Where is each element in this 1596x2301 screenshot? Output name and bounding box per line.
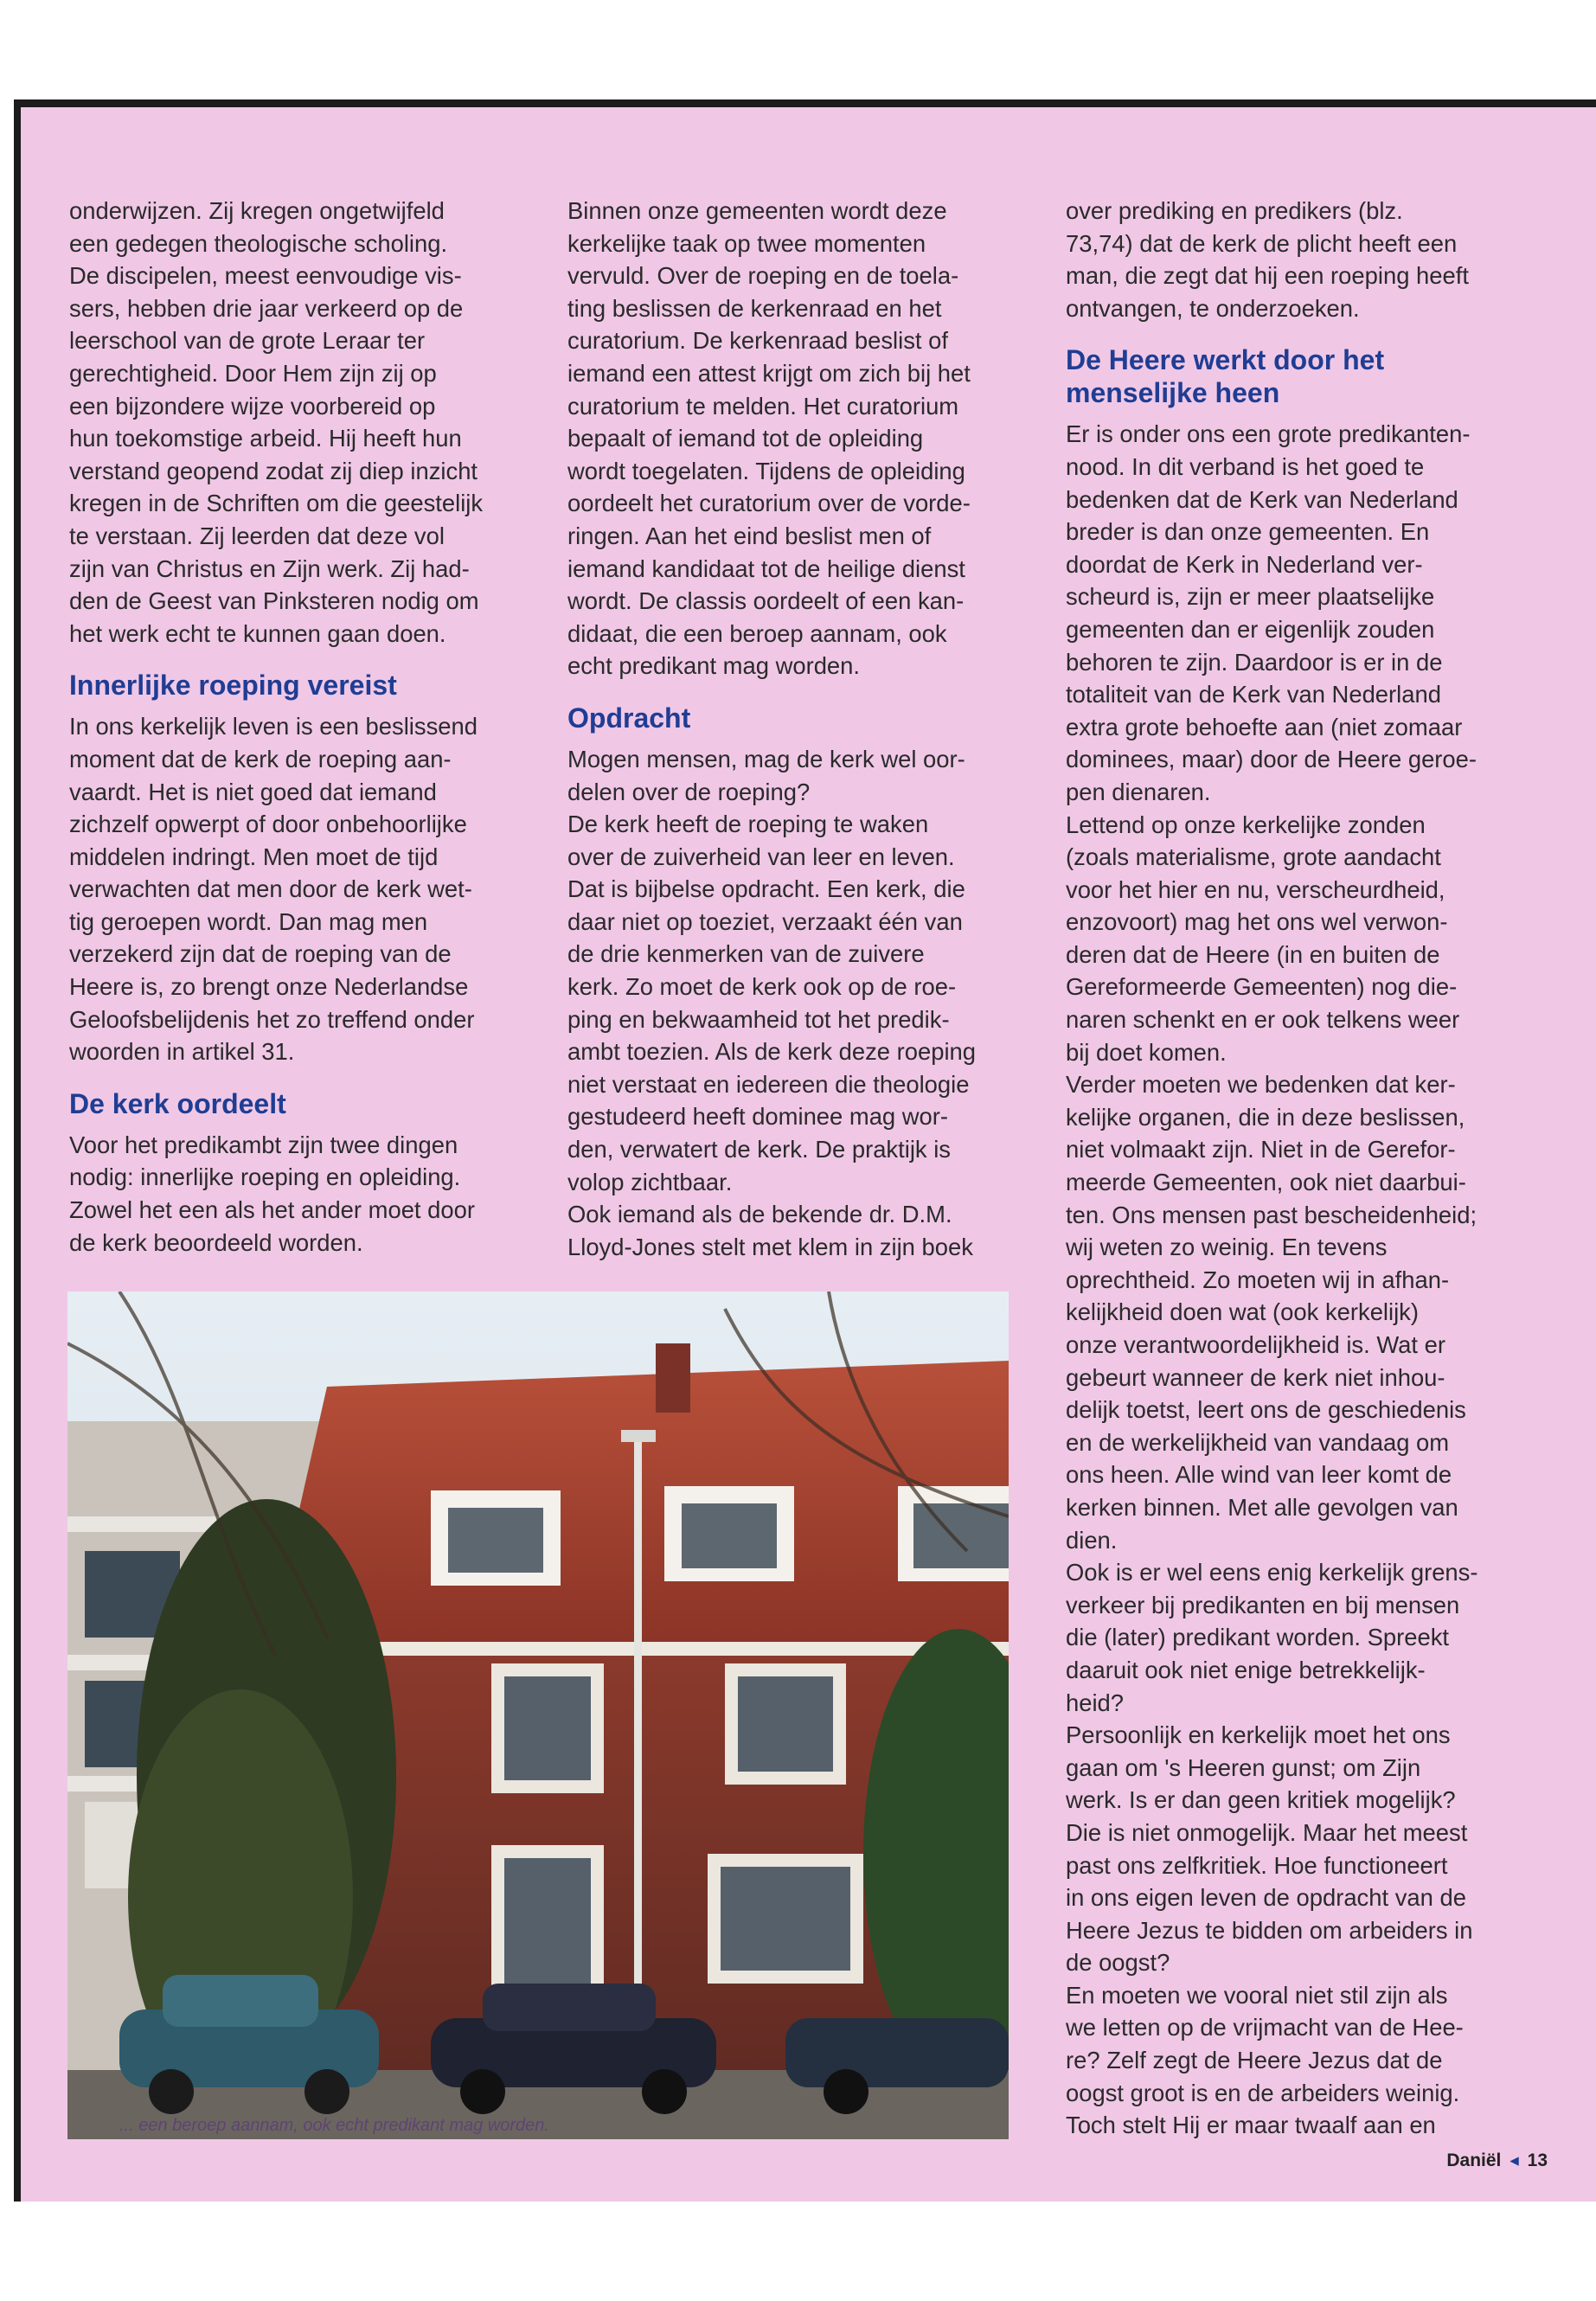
text-line: werk. Is er dan geen kritiek mogelijk? xyxy=(1066,1786,1456,1814)
text-line: oordeelt het curatorium over de vorde- xyxy=(567,490,971,517)
text-line: delen over de roeping? xyxy=(567,778,811,805)
page-number: 13 xyxy=(1527,2150,1548,2170)
text-line: ping en bekwaamheid tot het predik- xyxy=(567,1005,950,1033)
text-line: den de Geest van Pinksteren nodig om xyxy=(69,587,479,615)
column-2 xyxy=(567,195,1052,1263)
text-line: ontvangen, te onderzoeken. xyxy=(1066,294,1360,322)
magazine-name: Daniël xyxy=(1446,2150,1502,2170)
text-line: Er is onder ons een grote predikanten- xyxy=(1066,420,1471,448)
magazine-page xyxy=(14,99,1596,2202)
text-line: kerken binnen. Met alle gevolgen van xyxy=(1066,1493,1458,1521)
text-line: Heere Jezus te bidden om arbeiders in xyxy=(1066,1916,1473,1944)
text-line: onze verantwoordelijkheid is. Wat er xyxy=(1066,1331,1445,1358)
heading-line: menselijke heen xyxy=(1066,377,1280,409)
photo-caption: ... een beroep aannam, ook echt predikant mag worden. xyxy=(119,2116,549,2135)
text-line: pen dienaren. xyxy=(1066,778,1211,805)
text-line: Dat is bijbelse opdracht. Een kerk, die xyxy=(567,875,965,903)
text-line: (zoals materialisme, grote aandacht xyxy=(1066,843,1441,871)
text-line: oogst groot is en de arbeiders weinig. xyxy=(1066,2079,1460,2106)
text-line: Gereformeerde Gemeenten) nog die- xyxy=(1066,973,1458,1001)
paragraph xyxy=(69,195,554,650)
text-line: bepaalt of iemand tot de opleiding xyxy=(567,425,924,452)
text-line: Mogen mensen, mag de kerk wel oor- xyxy=(567,745,965,772)
heading-innerlijke-roeping: Innerlijke roeping vereist xyxy=(69,670,397,702)
paragraph xyxy=(1066,1719,1550,1979)
text-line: het werk echt te kunnen gaan doen. xyxy=(69,619,446,647)
text-line: Binnen onze gemeenten wordt deze xyxy=(567,197,947,224)
text-line: middelen indringt. Men moet de tijd xyxy=(69,843,439,870)
text-line: die (later) predikant worden. Spreekt xyxy=(1066,1624,1450,1651)
text-line: doordat de Kerk in Nederland ver- xyxy=(1066,550,1423,578)
paragraph xyxy=(69,1129,554,1259)
text-line: vervuld. Over de roeping en de toela- xyxy=(567,262,959,290)
text-line: En moeten we vooral niet stil zijn als xyxy=(1066,1981,1448,2009)
paragraph xyxy=(69,710,554,1068)
text-line: bedenken dat de Kerk van Nederland xyxy=(1066,485,1458,513)
text-line: curatorium. De kerkenraad beslist of xyxy=(567,327,948,355)
text-line: nodig: innerlijke roeping en opleiding. xyxy=(69,1163,461,1191)
text-line: den, verwatert de kerk. De praktijk is xyxy=(567,1136,951,1163)
text-line: volop zichtbaar. xyxy=(567,1168,733,1195)
text-line: iemand een attest krijgt om zich bij het xyxy=(567,359,971,387)
text-line: meerde Gemeenten, ook niet daarbui- xyxy=(1066,1169,1466,1196)
text-line: verzekerd zijn dat de roeping van de xyxy=(69,940,452,968)
text-line: behoren te zijn. Daardoor is er in de xyxy=(1066,648,1443,676)
text-line: gaan om 's Heeren gunst; om Zijn xyxy=(1066,1753,1421,1781)
text-line: kregen in de Schriften om die geestelijk xyxy=(69,490,484,517)
text-line: de kerk beoordeeld worden. xyxy=(69,1228,363,1256)
text-line: zichzelf opwerpt of door onbehoorlijke xyxy=(69,811,467,838)
paragraph xyxy=(567,743,1052,808)
text-line: echt predikant mag worden. xyxy=(567,652,861,680)
text-line: over prediking en predikers (blz. xyxy=(1066,197,1403,224)
text-line: voor het hier en nu, verscheurdheid, xyxy=(1066,875,1445,903)
text-line: 73,74) dat de kerk de plicht heeft een xyxy=(1066,229,1458,257)
text-line: naren schenkt en er ook telkens weer xyxy=(1066,1006,1460,1034)
text-line: breder is dan onze gemeenten. En xyxy=(1066,518,1430,546)
text-line: de drie kenmerken van de zuivere xyxy=(567,940,925,968)
text-line: dominees, maar) door de Heere geroe- xyxy=(1066,746,1477,773)
text-line: Voor het predikambt zijn twee dingen xyxy=(69,1131,458,1158)
text-line: kerk. Zo moet de kerk ook op de roe- xyxy=(567,973,957,1001)
paragraph xyxy=(1066,1556,1550,1719)
text-line: in ons eigen leven de opdracht van de xyxy=(1066,1884,1466,1912)
arrow-left-icon: ◂ xyxy=(1509,2150,1519,2170)
text-line: Zowel het een als het ander moet door xyxy=(69,1196,475,1224)
text-line: verkeer bij predikanten en bij mensen xyxy=(1066,1591,1460,1618)
text-line: wij weten zo weinig. En tevens xyxy=(1066,1234,1388,1261)
text-line: daaruit ook niet enige betrekkelijk- xyxy=(1066,1656,1426,1683)
text-line: verstand geopend zodat zij diep inzicht xyxy=(69,457,478,484)
text-line: re? Zelf zegt de Heere Jezus dat de xyxy=(1066,2047,1443,2074)
text-line: Die is niet onmogelijk. Maar het meest xyxy=(1066,1818,1468,1846)
text-line: wordt toegelaten. Tijdens de opleiding xyxy=(567,457,965,484)
column-3 xyxy=(1066,195,1550,2142)
text-line: wordt. De classis oordeelt of een kan- xyxy=(567,587,965,615)
text-line: enzovoort) mag het ons wel verwon- xyxy=(1066,908,1448,936)
text-line: leerschool van de grote Leraar ter xyxy=(69,327,426,355)
text-line: gebeurt wanneer de kerk niet inhou- xyxy=(1066,1363,1445,1391)
text-line: woorden in artikel 31. xyxy=(69,1038,295,1066)
text-line: te verstaan. Zij leerden dat deze vol xyxy=(69,522,445,549)
text-line: niet verstaat en iedereen die theologie xyxy=(567,1070,970,1098)
page-footer xyxy=(1446,2150,1548,2171)
text-line: ringen. Aan het eind beslist men of xyxy=(567,522,932,549)
paragraph xyxy=(1066,809,1550,1069)
text-line: kerkelijke taak op twee momenten xyxy=(567,229,926,257)
text-line: heid? xyxy=(1066,1689,1125,1716)
text-line: zijn van Christus en Zijn werk. Zij had- xyxy=(69,554,470,582)
text-line: ting beslissen de kerkenraad en het xyxy=(567,294,942,322)
text-line: Lettend op onze kerkelijke zonden xyxy=(1066,811,1426,838)
text-line: daar niet op toeziet, verzaakt één van xyxy=(567,907,963,935)
heading-heere-werkt xyxy=(1066,343,1550,409)
text-line: en de werkelijkheid van vandaag om xyxy=(1066,1428,1450,1456)
text-line: niet volmaakt zijn. Niet in de Gerefor- xyxy=(1066,1136,1456,1163)
text-line: De discipelen, meest eenvoudige vis- xyxy=(69,262,462,290)
text-line: bij doet komen. xyxy=(1066,1038,1227,1066)
text-line: Ook is er wel eens enig kerkelijk grens- xyxy=(1066,1559,1478,1586)
text-line: scheurd is, zijn er meer plaatselijke xyxy=(1066,583,1435,611)
text-line: gestudeerd heeft dominee mag wor- xyxy=(567,1103,949,1131)
text-line: De kerk heeft de roeping te waken xyxy=(567,811,929,838)
text-line: over de zuiverheid van leer en leven. xyxy=(567,843,955,870)
text-line: moment dat de kerk de roeping aan- xyxy=(69,745,452,772)
text-line: totaliteit van de Kerk van Nederland xyxy=(1066,681,1441,708)
text-line: Persoonlijk en kerkelijk moet het ons xyxy=(1066,1721,1451,1749)
text-line: gemeenten dan er eigenlijk zouden xyxy=(1066,615,1435,643)
heading-opdracht: Opdracht xyxy=(567,702,691,734)
paragraph xyxy=(567,1198,1052,1263)
text-line: past ons zelfkritiek. Hoe functioneert xyxy=(1066,1851,1448,1879)
text-line: ons heen. Alle wind van leer komt de xyxy=(1066,1461,1452,1489)
text-line: gerechtigheid. Door Hem zijn zij op xyxy=(69,359,437,387)
paragraph xyxy=(1066,195,1550,324)
text-line: extra grote behoefte aan (niet zomaar xyxy=(1066,713,1463,740)
text-line: nood. In dit verband is het goed te xyxy=(1066,452,1425,480)
text-line: we letten op de vrijmacht van de Hee- xyxy=(1066,2014,1464,2041)
text-line: Verder moeten we bedenken dat ker- xyxy=(1066,1071,1456,1099)
text-line: dien. xyxy=(1066,1526,1118,1554)
paragraph xyxy=(567,195,1052,683)
text-line: tig geroepen wordt. Dan mag men xyxy=(69,907,428,935)
text-line: delijk toetst, leert ons de geschiedenis xyxy=(1066,1396,1466,1424)
text-line: kelijkheid doen wat (ook kerkelijk) xyxy=(1066,1298,1419,1326)
text-line: Lloyd-Jones stelt met klem in zijn boek xyxy=(567,1233,973,1260)
text-line: ten. Ons mensen past bescheidenheid; xyxy=(1066,1201,1477,1228)
text-line: verwachten dat men door de kerk wet- xyxy=(69,875,472,903)
text-line: Heere is, zo brengt onze Nederlandse xyxy=(69,973,469,1001)
text-line: kelijke organen, die in deze beslissen, xyxy=(1066,1103,1465,1131)
heading-kerk-oordeelt: De kerk oordeelt xyxy=(69,1087,286,1119)
text-line: iemand kandidaat tot de heilige dienst xyxy=(567,554,965,582)
text-line: Ook iemand als de bekende dr. D.M. xyxy=(567,1201,952,1228)
text-line: Geloofsbelijdenis het zo treffend onder xyxy=(69,1005,475,1033)
column-1 xyxy=(69,195,554,1259)
text-line: sers, hebben drie jaar verkeerd op de xyxy=(69,294,464,322)
photo-building xyxy=(67,1292,1009,2139)
heading-line: De Heere werkt door het xyxy=(1066,344,1385,376)
text-line: deren dat de Heere (in en buiten de xyxy=(1066,940,1440,968)
text-line: de oogst? xyxy=(1066,1949,1170,1977)
paragraph xyxy=(1066,418,1550,808)
text-line: een gedegen theologische scholing. xyxy=(69,229,448,257)
text-line: oprechtheid. Zo moeten wij in afhan- xyxy=(1066,1266,1450,1293)
text-line: hun toekomstige arbeid. Hij heeft hun xyxy=(69,425,462,452)
text-line: ambt toezien. Als de kerk deze roeping xyxy=(567,1038,977,1066)
text-line: man, die zegt dat hij een roeping heeft xyxy=(1066,262,1469,290)
paragraph xyxy=(567,808,1052,1198)
text-line: vaardt. Het is niet goed dat iemand xyxy=(69,778,437,805)
text-line: een bijzondere wijze voorbereid op xyxy=(69,392,436,420)
text-line: Toch stelt Hij er maar twaalf aan en xyxy=(1066,2112,1436,2139)
paragraph xyxy=(1066,1068,1550,1556)
text-line: In ons kerkelijk leven is een beslissend xyxy=(69,713,478,740)
paragraph xyxy=(1066,1979,1550,2142)
text-line: didaat, die een beroep aannam, ook xyxy=(567,619,947,647)
text-line: curatorium te melden. Het curatorium xyxy=(567,392,959,420)
text-line: onderwijzen. Zij kregen ongetwijfeld xyxy=(69,197,445,224)
